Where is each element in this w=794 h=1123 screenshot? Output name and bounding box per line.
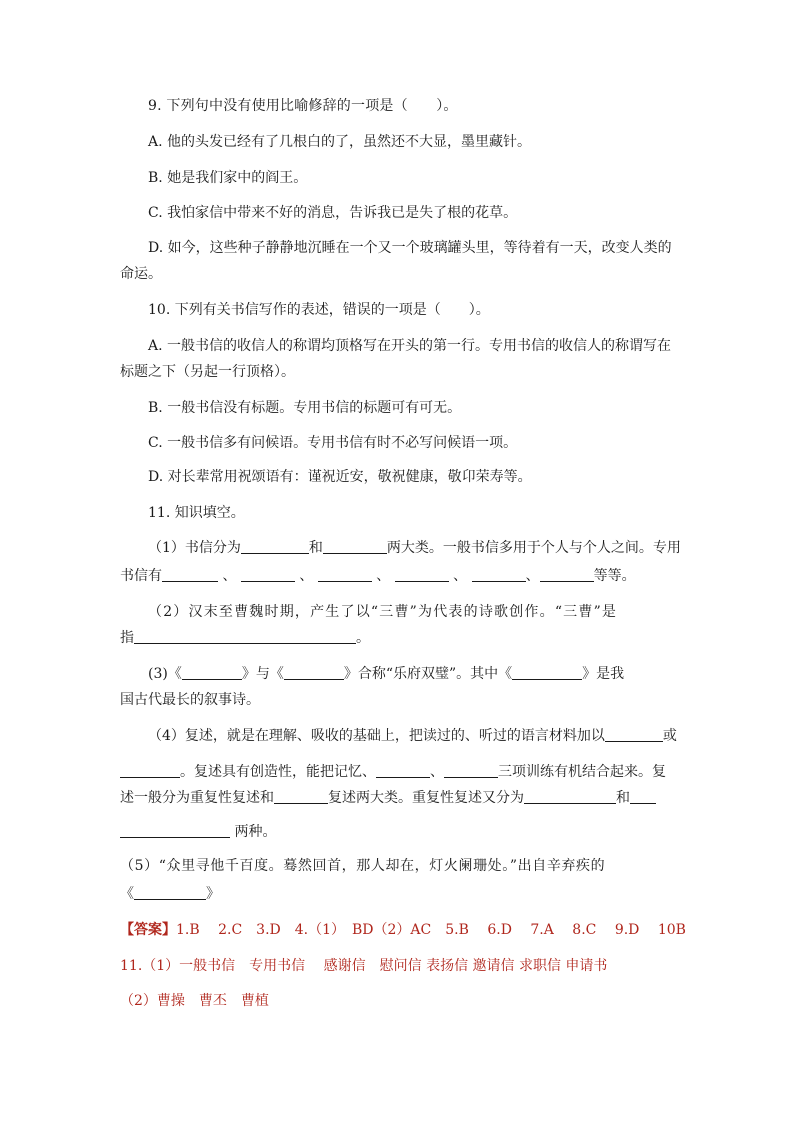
fill-blank[interactable] bbox=[524, 788, 616, 804]
q11-part4-line3 bbox=[120, 788, 676, 808]
text: 。 bbox=[356, 630, 370, 646]
separator: 、 bbox=[299, 568, 314, 584]
text: 和 bbox=[308, 540, 323, 556]
q11-part5-line2 bbox=[120, 884, 676, 904]
q9-option-a: A. 他的头发已经有了几根白的了，虽然还不大显，墨里藏针。 bbox=[148, 134, 532, 150]
q9-option-b: B. 她是我们家中的阎王。 bbox=[148, 170, 308, 186]
text: 》与《 bbox=[241, 666, 284, 682]
fill-blank[interactable] bbox=[376, 762, 430, 778]
q11-part3-line2: 国古代最长的叙事诗。 bbox=[120, 692, 260, 708]
text: 复述两大类。重复性复述又分为 bbox=[328, 790, 524, 806]
fill-blank[interactable] bbox=[134, 628, 356, 644]
q11-part2-line2 bbox=[120, 628, 676, 648]
q11-part3-line1 bbox=[148, 664, 676, 684]
text: 》合称“乐府双璧”。其中《 bbox=[343, 666, 513, 682]
text: (3)《 bbox=[148, 666, 182, 682]
fill-blank[interactable] bbox=[284, 664, 344, 680]
q11-part1-line1 bbox=[148, 538, 681, 558]
fill-blank[interactable] bbox=[274, 788, 328, 804]
text: （1）书信分为 bbox=[148, 540, 241, 556]
text: （4）复述，就是在理解、吸收的基础上，把读过的、听过的语言材料加以 bbox=[148, 728, 605, 744]
answer-line-2: 11.（1）一般书信 专用书信 感谢信 慰问信 表扬信 邀请信 求职信 申请书 bbox=[120, 958, 608, 974]
q10-option-c: C. 一般书信多有问候语。专用书信有时不必写问候语一项。 bbox=[148, 435, 518, 451]
text: 述一般分为重复性复述和 bbox=[120, 790, 274, 806]
fill-blank[interactable] bbox=[472, 566, 526, 582]
fill-blank[interactable] bbox=[241, 566, 295, 582]
text: 、 bbox=[430, 764, 444, 780]
q11-stem: 11. 知识填空。 bbox=[148, 505, 245, 521]
q11-part2-line1: （2）汉末至曹魏时期，产生了以“三曹”为代表的诗歌创作。“三曹”是 bbox=[148, 604, 618, 620]
text: 指 bbox=[120, 630, 134, 646]
text: 》 bbox=[206, 886, 220, 902]
answer-line-3: （2）曹操 曹丕 曹植 bbox=[120, 993, 269, 1009]
q9-option-d-cont: 命运。 bbox=[120, 266, 162, 282]
separator: 、 bbox=[453, 568, 468, 584]
fill-blank[interactable] bbox=[630, 788, 656, 804]
text: 》是我 bbox=[582, 666, 625, 682]
answer-line-1 bbox=[120, 920, 686, 940]
q10-option-a: A. 一般书信的收信人的称谓均顶格写在开头的第一行。专用书信的收信人的称谓写在 bbox=[148, 338, 672, 354]
fill-blank[interactable] bbox=[444, 762, 498, 778]
q10-option-b: B. 一般书信没有标题。专用书信的标题可有可无。 bbox=[148, 400, 462, 416]
q11-part4-line2 bbox=[120, 762, 676, 782]
fill-blank[interactable] bbox=[323, 538, 387, 554]
answer-text: 1.B 2.C 3.D 4.（1） BD（2）AC 5.B 6.D 7.A 8.C 9.D 10B bbox=[176, 922, 686, 938]
q9-option-d: D. 如今，这些种子静静地沉睡在一个又一个玻璃罐头里，等待着有一天，改变人类的 bbox=[148, 240, 672, 256]
q10-option-a-cont: 标题之下（另起一行顶格）。 bbox=[120, 364, 295, 380]
fill-blank[interactable] bbox=[241, 538, 309, 554]
text: 书信有 bbox=[120, 568, 162, 584]
fill-blank[interactable] bbox=[395, 566, 449, 582]
fill-blank[interactable] bbox=[182, 664, 242, 680]
q10-option-d: D. 对长辈常用祝颂语有：谨祝近安，敬祝健康，敬卬荣寿等。 bbox=[148, 469, 532, 485]
text: 《 bbox=[120, 886, 134, 902]
text: 三项训练有机结合起来。复 bbox=[498, 764, 666, 780]
q9-option-c: C. 我怕家信中带来不好的消息，告诉我已是失了根的花草。 bbox=[148, 205, 518, 221]
text: 两大类。一般书信多用于个人与个人之间。专用 bbox=[386, 540, 681, 556]
text: 或 bbox=[662, 728, 677, 744]
q10-stem: 10. 下列有关书信写作的表述，错误的一项是（ ）。 bbox=[148, 302, 490, 318]
text: 等等。 bbox=[593, 568, 636, 584]
fill-blank[interactable] bbox=[540, 566, 594, 582]
fill-blank[interactable] bbox=[512, 664, 582, 680]
fill-blank[interactable] bbox=[318, 566, 372, 582]
separator: 、 bbox=[525, 568, 540, 584]
q11-part1-line2 bbox=[120, 566, 676, 586]
text: 和 bbox=[616, 790, 630, 806]
answer-tag: 【答案】 bbox=[120, 922, 176, 938]
fill-blank[interactable] bbox=[162, 566, 218, 582]
q11-part4-line4 bbox=[120, 822, 676, 842]
text: 。复述具有创造性，能把记忆、 bbox=[180, 764, 376, 780]
q11-part4-line1 bbox=[148, 726, 676, 746]
separator: 、 bbox=[222, 568, 237, 584]
fill-blank[interactable] bbox=[120, 822, 230, 838]
q11-part5-line1: （5）“众里寻他千百度。蓦然回首，那人却在，灯火阑珊处。”出自辛弃疾的 bbox=[120, 858, 606, 874]
fill-blank[interactable] bbox=[120, 762, 180, 778]
text: 两种。 bbox=[234, 824, 277, 840]
q9-stem: 9. 下列句中没有使用比喻修辞的一项是（ ）。 bbox=[148, 98, 458, 114]
separator: 、 bbox=[376, 568, 391, 584]
fill-blank[interactable] bbox=[134, 884, 206, 900]
fill-blank[interactable] bbox=[605, 726, 663, 742]
